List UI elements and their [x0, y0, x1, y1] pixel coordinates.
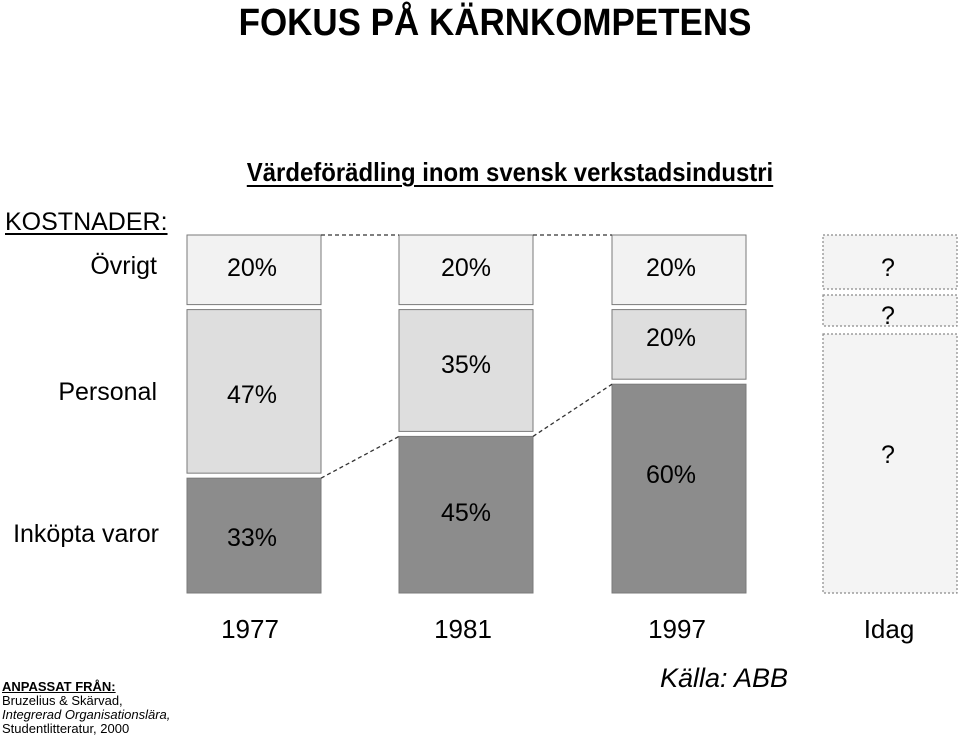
- data-label-personal-1981: 35%: [440, 351, 492, 379]
- y-header: KOSTNADER:: [5, 208, 168, 236]
- credit-block: [2, 680, 170, 736]
- data-label-ovrigt-Idag: ?: [881, 254, 895, 282]
- data-label-ovrigt-1977: 20%: [226, 254, 278, 282]
- row-label-personal: Personal: [58, 378, 157, 406]
- connector-inkopta-0: [321, 436, 399, 478]
- row-label-ovrigt: Övrigt: [90, 252, 157, 280]
- data-label-inkopta-1997: 60%: [645, 461, 697, 489]
- data-label-ovrigt-1981: 20%: [440, 254, 492, 282]
- x-tick-1977: 1977: [221, 614, 279, 644]
- x-tick-1997: 1997: [648, 614, 706, 644]
- chart-subtitle: Värdeförädling inom svensk verkstadsindustri: [246, 157, 774, 187]
- x-tick-Idag: Idag: [863, 614, 915, 644]
- credit-line-1: Bruzelius & Skärvad,: [2, 693, 123, 708]
- page-title: FOKUS PÅ KÄRNKOMPETENS: [238, 2, 752, 44]
- credit-line-2: Integrerad Organisationslära,: [2, 707, 171, 722]
- row-label-inkopta: Inköpta varor: [13, 520, 159, 548]
- data-label-personal-1977: 47%: [226, 381, 278, 409]
- data-label-personal-1997: 20%: [645, 324, 697, 352]
- data-label-inkopta-Idag: ?: [881, 441, 895, 469]
- data-label-inkopta-1981: 45%: [440, 499, 492, 527]
- data-label-ovrigt-1997: 20%: [645, 254, 697, 282]
- data-label-inkopta-1977: 33%: [226, 524, 278, 552]
- credit-heading: ANPASSAT FRÅN:: [2, 679, 116, 694]
- source-note: Källa: ABB: [660, 663, 789, 693]
- credit-line-3: Studentlitteratur, 2000: [2, 721, 130, 736]
- connector-inkopta-1: [533, 384, 612, 436]
- x-tick-1981: 1981: [434, 614, 492, 644]
- data-label-personal-Idag: ?: [881, 302, 895, 330]
